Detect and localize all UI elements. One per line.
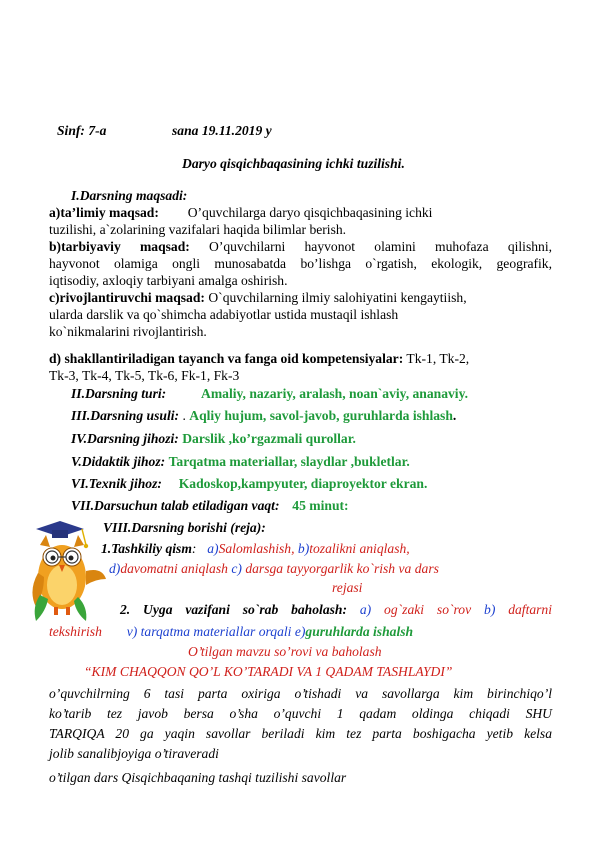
technical-equipment-label: VI.Texnik jihoz: [71,476,162,491]
homework-v-text: v) tarqatma materiallar orqali e) [126,624,306,639]
homework-check-cont [49,624,413,640]
homework-check [120,602,552,618]
game-desc-line2: ko’tarib tez javob bersa o’sha o’quvchi 1 qadam oldinga chiqadi SHU [49,706,552,721]
procedure-organizational [101,541,410,557]
procedure-attendance [109,561,439,577]
lesson-method-end: . [452,408,457,423]
item-c-cont: rejasi [332,580,363,595]
item-c-letter: c) [231,561,242,576]
item-a-text: Salomlashish, [218,541,295,556]
objective-c-cont2: ko`nikmalarini rivojlantirish. [49,324,207,339]
objective-d-cont: Tk-3, Tk-4, Tk-5, Tk-6, Fk-1, Fk-3 [49,368,240,383]
objective-a [49,205,432,221]
objective-d-label: d) shakllantiriladigan tayanch va fanga oid kompetensiyalar: [49,351,404,366]
item-d-letter: d) [109,561,121,576]
game-title: “KIM CHAQQON QO’L KO’TARADI VA 1 QADAM TASHLAYDI” [84,664,453,679]
item-c-text: darsga tayyorgarlik ko`rish va dars [245,561,439,576]
lesson-equipment-label: IV.Darsning jihozi: [71,431,179,446]
objective-b [49,239,552,255]
homework-a-letter: a) [359,602,372,617]
homework-b-letter: b) [484,602,496,617]
lesson-title: Daryo qisqichbaqasining ichki tuzilishi. [182,156,405,171]
organizational-label: 1.Tashkiliy qism [101,541,192,556]
objective-b-text: O’quvchilarni hayvonot olamini muhofaza qilishni, [209,239,553,254]
lesson-equipment-value: Darslik ,ko’rgazmali qurollar. [182,431,356,446]
lesson-duration [71,498,349,514]
objective-b-cont2: iqtisodiy, axloqiy tarbiyani amalga oshirish. [49,273,288,288]
objective-c-label: c)rivojlantiruvchi maqsad: [49,290,205,305]
technical-equipment [71,476,427,492]
game-desc-line3: TARQIQA 20 ga yaqin savollar beriladi kim tez parta boshigacha yetib kelsa [49,726,552,741]
game-desc-line1: o’quvchilrning 6 tasi parta oxiriga o’tishadi va savollarga kim birinchiqo’l [49,686,552,701]
procedure-heading: VIII.Darsning borishi (reja): [103,520,266,535]
objective-a-label: a)ta’limiy maqsad: [49,205,159,220]
item-a-letter: a) [207,541,219,556]
lesson-duration-value: 45 minut: [292,498,349,513]
item-b-letter: b) [297,541,310,556]
homework-text2: tekshirish [49,624,102,639]
item-d-text: davomatni aniqlash [120,561,228,576]
objective-d-text: Tk-1, Tk-2, [406,351,470,366]
didactic-equipment [71,454,410,470]
previous-lesson-questions: o’tilgan dars Qisqichbaqaning tashqi tuzilishi savollar [49,770,347,785]
objective-d [49,351,469,367]
didactic-equipment-label: V.Didaktik jihoz: [71,454,166,469]
date-label: sana 19.11.2019 y [172,123,272,138]
lesson-type-label: II.Darsning turi: [71,386,167,401]
game-desc-line4: jolib sanalibjoyiga o’tiraveradi [49,746,219,761]
homework-groups-text: guruhlarda ishalsh [305,624,414,639]
homework-a-text: og`zaki so`rov [384,602,472,617]
objective-b-label: b)tarbiyaviy maqsad: [49,239,190,254]
lesson-method-label: III.Darsning usuli: [71,408,180,423]
objective-c-cont: ularda darslik va qo`shimcha adabiyotlar ustida mustaqil ishlash [49,307,399,322]
organizational-colon: : [191,541,197,556]
class-label: Sinf: 7-a [57,123,107,138]
homework-label: 2. Uyga vazifani so`rab baholash: [120,602,347,617]
lesson-method [71,408,456,424]
objective-c-text: O`quvchilarning ilmiy salohiyatini kengaytiish, [208,290,467,305]
homework-b-text: daftarni [508,602,553,617]
owl-teacher-illustration [30,515,108,625]
lesson-equipment [71,431,356,447]
objective-a-text: O’quvchilarga daryo qisqichbaqasining ichki [187,205,433,220]
objectives-heading: I.Darsning maqsadi: [71,188,188,203]
objective-c [49,290,467,306]
technical-equipment-value: Kadoskop,kampyuter, diaproyektor ekran. [178,476,428,491]
lesson-method-value: Aqliy hujum, savol-javob, guruhlarda ishlash [189,408,453,423]
item-b-text: tozalikni aniqlash, [309,541,410,556]
objective-b-cont: hayvonot olamiga ongli munosabatda bo’lishga o`rgatish, ekologik, geografik, [49,256,552,271]
lesson-method-dot: . [182,408,190,423]
lesson-type [71,386,468,402]
lesson-type-value: Amaliy, nazariy, aralash, noan`aviy, ananaviy. [201,386,469,401]
objective-a-cont: tuzilishi, a`zolarining vazifalari haqida bilimlar berish. [49,222,347,237]
lesson-duration-label: VII.Darsuchun talab etiladigan vaqt: [71,498,280,513]
previous-topic-review: O’tilgan mavzu so’rovi va baholash [188,644,382,659]
didactic-equipment-value: Tarqatma materiallar, slaydlar ,bukletlar. [168,454,410,469]
